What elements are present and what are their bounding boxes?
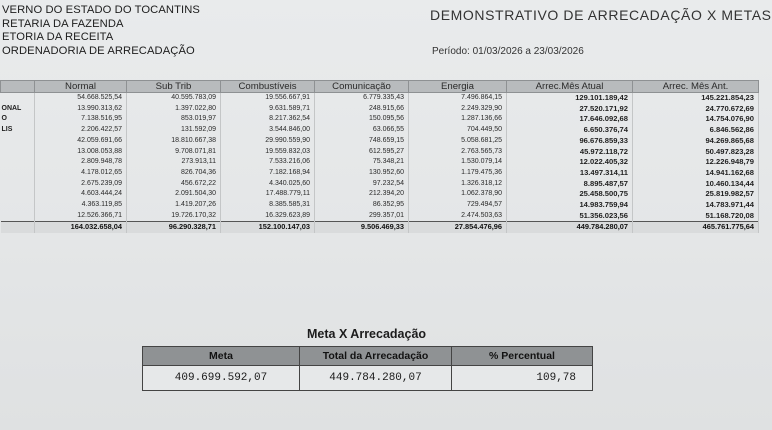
table-cell: 853.019,97 xyxy=(127,114,221,125)
column-header: Sub Trib xyxy=(127,81,221,93)
meta-header-row xyxy=(143,347,593,366)
table-cell: 97.232,54 xyxy=(315,179,409,190)
total-row xyxy=(1,222,759,233)
table-cell: 145.221.854,23 xyxy=(633,93,759,104)
table-cell: 6.779.335,43 xyxy=(315,93,409,104)
table-cell: 1.179.475,36 xyxy=(409,168,507,179)
table-cell: 19.726.170,32 xyxy=(127,211,221,222)
arrecadacao-table xyxy=(0,80,759,233)
table-cell: 2.249.329,90 xyxy=(409,104,507,115)
table-cell: 704.449,50 xyxy=(409,125,507,136)
table-row xyxy=(1,136,759,147)
table-cell: 131.592,09 xyxy=(127,125,221,136)
table-cell: 10.460.134,44 xyxy=(633,179,759,190)
column-header: Arrec. Mês Ant. xyxy=(633,81,759,93)
table-cell: 273.913,11 xyxy=(127,157,221,168)
table-cell: 5.058.681,25 xyxy=(409,136,507,147)
total-value: 449.784.280,07 xyxy=(300,366,452,391)
table-cell: 6.650.376,74 xyxy=(507,125,633,136)
table-cell: 14.941.162,68 xyxy=(633,168,759,179)
table-cell: 17.646.092,68 xyxy=(507,114,633,125)
total-cell: 9.506.469,33 xyxy=(315,222,409,233)
table-row xyxy=(1,104,759,115)
table-cell: 24.770.672,69 xyxy=(633,104,759,115)
table-cell: 2.763.565,73 xyxy=(409,147,507,158)
table-cell: 2.206.422,57 xyxy=(35,125,127,136)
column-header: Arrec.Mês Atual xyxy=(507,81,633,93)
table-cell: 40.595.783,09 xyxy=(127,93,221,104)
table-cell: 129.101.189,42 xyxy=(507,93,633,104)
table-row xyxy=(1,157,759,168)
table-cell: 1.397.022,80 xyxy=(127,104,221,115)
table-cell: 7.182.168,94 xyxy=(221,168,315,179)
table-cell: 8.217.362,54 xyxy=(221,114,315,125)
table-cell: 748.659,15 xyxy=(315,136,409,147)
table-cell: 4.363.119,85 xyxy=(35,200,127,211)
total-label xyxy=(1,222,35,233)
total-cell: 96.290.328,71 xyxy=(127,222,221,233)
table-cell: 456.672,22 xyxy=(127,179,221,190)
table-cell: 75.348,21 xyxy=(315,157,409,168)
meta-value: 409.699.592,07 xyxy=(143,366,300,391)
table-row xyxy=(1,114,759,125)
column-header: Energia xyxy=(409,81,507,93)
table-row xyxy=(1,179,759,190)
table-cell: 12.022.405,32 xyxy=(507,157,633,168)
table-row xyxy=(1,189,759,200)
column-header xyxy=(1,81,35,93)
table-cell: 2.474.503,63 xyxy=(409,211,507,222)
percent-header: % Percentual xyxy=(452,347,593,366)
report-title: DEMONSTRATIVO DE ARRECADAÇÃO X METAS xyxy=(430,7,772,23)
table-cell: 2.809.948,78 xyxy=(35,157,127,168)
table-cell: 4.603.444,24 xyxy=(35,189,127,200)
table-cell: 248.915,66 xyxy=(315,104,409,115)
table-cell: 9.631.589,71 xyxy=(221,104,315,115)
table-cell: 54.668.525,54 xyxy=(35,93,127,104)
table-cell: 7.496.864,15 xyxy=(409,93,507,104)
table-cell: 18.810.667,38 xyxy=(127,136,221,147)
total-cell: 27.854.476,96 xyxy=(409,222,507,233)
table-cell: 19.556.667,91 xyxy=(221,93,315,104)
table-cell: 13.008.053,88 xyxy=(35,147,127,158)
table-cell: 42.059.691,66 xyxy=(35,136,127,147)
table-cell: 826.704,36 xyxy=(127,168,221,179)
column-header: Normal xyxy=(35,81,127,93)
table-cell: 7.138.516,95 xyxy=(35,114,127,125)
table-row xyxy=(1,93,759,104)
table-cell: 130.952,60 xyxy=(315,168,409,179)
total-cell: 465.761.775,64 xyxy=(633,222,759,233)
table-cell: 29.990.559,90 xyxy=(221,136,315,147)
table-cell: 6.846.562,86 xyxy=(633,125,759,136)
row-label xyxy=(1,168,35,179)
table-cell: 212.394,20 xyxy=(315,189,409,200)
row-label: LIS xyxy=(1,125,35,136)
table-cell: 27.520.171,92 xyxy=(507,104,633,115)
table-cell: 8.895.487,57 xyxy=(507,179,633,190)
table-cell: 9.708.071,81 xyxy=(127,147,221,158)
org-line: ORDENADORIA DE ARRECADAÇÃO xyxy=(2,44,195,57)
row-label xyxy=(1,93,35,104)
table-cell: 25.458.500,75 xyxy=(507,189,633,200)
meta-header: Meta xyxy=(143,347,300,366)
table-cell: 14.983.759,94 xyxy=(507,200,633,211)
total-cell: 164.032.658,04 xyxy=(35,222,127,233)
table-cell: 45.972.118,72 xyxy=(507,147,633,158)
meta-section-title: Meta X Arrecadação xyxy=(307,327,427,341)
row-label xyxy=(1,211,35,222)
table-cell: 86.352,95 xyxy=(315,200,409,211)
table-header-row xyxy=(1,81,759,93)
table-cell: 299.357,01 xyxy=(315,211,409,222)
table-cell: 19.559.832,03 xyxy=(221,147,315,158)
table-cell: 4.340.025,60 xyxy=(221,179,315,190)
column-header: Comunicação xyxy=(315,81,409,93)
row-label xyxy=(1,189,35,200)
table-row xyxy=(1,147,759,158)
table-cell: 612.595,27 xyxy=(315,147,409,158)
table-cell: 729.494,57 xyxy=(409,200,507,211)
table-cell: 25.819.982,57 xyxy=(633,189,759,200)
table-cell: 2.091.504,30 xyxy=(127,189,221,200)
table-cell: 51.356.023,56 xyxy=(507,211,633,222)
percent-value: 109,78 xyxy=(452,366,593,391)
meta-value-row xyxy=(143,366,593,391)
row-label: O xyxy=(1,114,35,125)
row-label xyxy=(1,157,35,168)
total-cell: 152.100.147,03 xyxy=(221,222,315,233)
table-cell: 13.990.313,62 xyxy=(35,104,127,115)
row-label xyxy=(1,136,35,147)
total-header: Total da Arrecadação xyxy=(300,347,452,366)
total-cell: 449.784.280,07 xyxy=(507,222,633,233)
table-cell: 8.385.585,31 xyxy=(221,200,315,211)
row-label xyxy=(1,200,35,211)
table-cell: 1.062.378,90 xyxy=(409,189,507,200)
table-cell: 1.530.079,14 xyxy=(409,157,507,168)
table-cell: 13.497.314,11 xyxy=(507,168,633,179)
table-cell: 12.526.366,71 xyxy=(35,211,127,222)
org-line: ETORIA DA RECEITA xyxy=(2,31,114,43)
table-cell: 94.269.865,68 xyxy=(633,136,759,147)
org-line: VERNO DO ESTADO DO TOCANTINS xyxy=(2,4,200,16)
table-cell: 50.497.823,28 xyxy=(633,147,759,158)
table-cell: 51.168.720,08 xyxy=(633,211,759,222)
table-cell: 14.754.076,90 xyxy=(633,114,759,125)
org-header xyxy=(2,4,200,58)
table-cell: 14.783.971,44 xyxy=(633,200,759,211)
table-cell: 96.676.859,33 xyxy=(507,136,633,147)
column-header: Combustíveis xyxy=(221,81,315,93)
table-row xyxy=(1,211,759,222)
table-row xyxy=(1,125,759,136)
table-cell: 2.675.239,09 xyxy=(35,179,127,190)
org-line: RETARIA DA FAZENDA xyxy=(2,17,124,30)
table-cell: 16.329.623,89 xyxy=(221,211,315,222)
table-cell: 1.326.318,12 xyxy=(409,179,507,190)
table-row xyxy=(1,168,759,179)
table-cell: 17.488.779,11 xyxy=(221,189,315,200)
table-cell: 12.226.948,79 xyxy=(633,157,759,168)
row-label: ONAL xyxy=(1,104,35,115)
row-label xyxy=(1,147,35,158)
report-period: Período: 01/03/2026 a 23/03/2026 xyxy=(432,46,584,57)
table-cell: 3.544.846,00 xyxy=(221,125,315,136)
table-cell: 63.066,55 xyxy=(315,125,409,136)
table-cell: 1.419.207,26 xyxy=(127,200,221,211)
meta-table xyxy=(142,346,593,391)
table-cell: 4.178.012,65 xyxy=(35,168,127,179)
table-cell: 150.095,56 xyxy=(315,114,409,125)
row-label xyxy=(1,179,35,190)
table-cell: 7.533.216,06 xyxy=(221,157,315,168)
table-row xyxy=(1,200,759,211)
table-cell: 1.287.136,66 xyxy=(409,114,507,125)
